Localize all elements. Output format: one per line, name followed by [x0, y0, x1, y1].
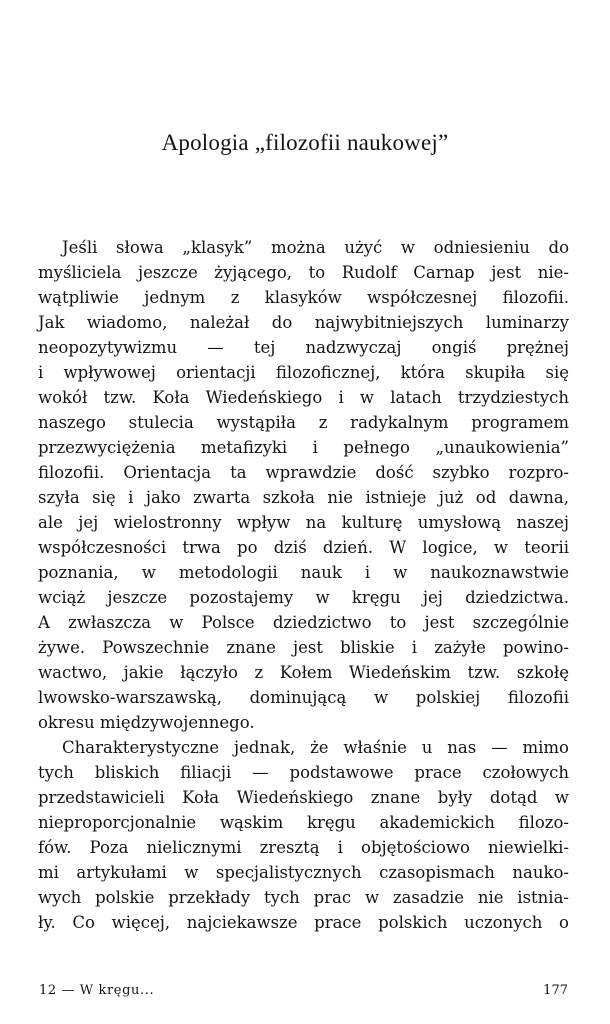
text-line: nieproporcjonalnie wąskim kręgu akademickich filozo- [38, 813, 569, 832]
text-line: Jeśli słowa „klasyk” można użyć w odniesieniu do [62, 238, 569, 257]
text-line: fów. Poza nielicznymi zresztą i objętościowo niewielki- [38, 838, 569, 857]
body-text [38, 235, 569, 935]
text-line: ły. Co więcej, najciekawsze prace polskich uczonych o [38, 913, 569, 932]
text-line: wątpliwie jednym z klasyków współczesnej filozofii. [38, 288, 569, 307]
text-line: neopozytywizmu — tej nadzwyczaj ongiś prężnej [38, 338, 569, 357]
text-line: myśliciela jeszcze żyjącego, to Rudolf Carnap jest nie- [38, 263, 569, 282]
page-number: 177 [543, 983, 568, 998]
footer-signature: 12 — W kręgu... [39, 983, 155, 998]
text-line: Jak wiadomo, należał do najwybitniejszych luminarzy [38, 313, 569, 332]
text-line: poznania, w metodologii nauk i w naukoznawstwie [38, 563, 569, 582]
text-line: przedstawicieli Koła Wiedeńskiego znane były dotąd w [38, 788, 569, 807]
text-line: wych polskie przekłady tych prac w zasadzie nie istnia- [38, 888, 569, 907]
text-line: i wpływowej orientacji filozoficznej, która skupiła się [38, 363, 569, 382]
text-line: wokół tzw. Koła Wiedeńskiego i w latach trzydziestych [38, 388, 569, 407]
text-line: wactwo, jakie łączyło z Kołem Wiedeńskim tzw. szkołę [38, 663, 569, 682]
text-line: mi artykułami w specjalistycznych czasopismach nauko- [38, 863, 569, 882]
text-line: okresu międzywojennego. [38, 713, 255, 732]
text-line: przezwyciężenia metafizyki i pełnego „unaukowienia” [38, 438, 569, 457]
text-line: tych bliskich filiacji — podstawowe prace czołowych [38, 763, 569, 782]
text-line: żywe. Powszechnie znane jest bliskie i zażyłe powino- [38, 638, 569, 657]
text-line: współczesności trwa po dziś dzień. W logice, w teorii [38, 538, 569, 557]
text-line: ale jej wielostronny wpływ na kulturę umysłową naszej [38, 513, 569, 532]
text-line: filozofii. Orientacja ta wprawdzie dość szybko rozpro- [38, 463, 569, 482]
text-line: lwowsko-warszawską, dominującą w polskiej filozofii [38, 688, 569, 707]
text-line: szyła się i jako zwarta szkoła nie istnieje już od dawna, [38, 488, 569, 507]
text-line: wciąż jeszcze pozostajemy w kręgu jej dziedzictwa. [38, 588, 569, 607]
text-line: A zwłaszcza w Polsce dziedzictwo to jest szczególnie [38, 613, 569, 632]
text-line: Charakterystyczne jednak, że właśnie u nas — mimo [62, 738, 569, 757]
chapter-title: Apologia „filozofii naukowej” [161, 130, 449, 155]
text-line: naszego stulecia wystąpiła z radykalnym programem [38, 413, 569, 432]
